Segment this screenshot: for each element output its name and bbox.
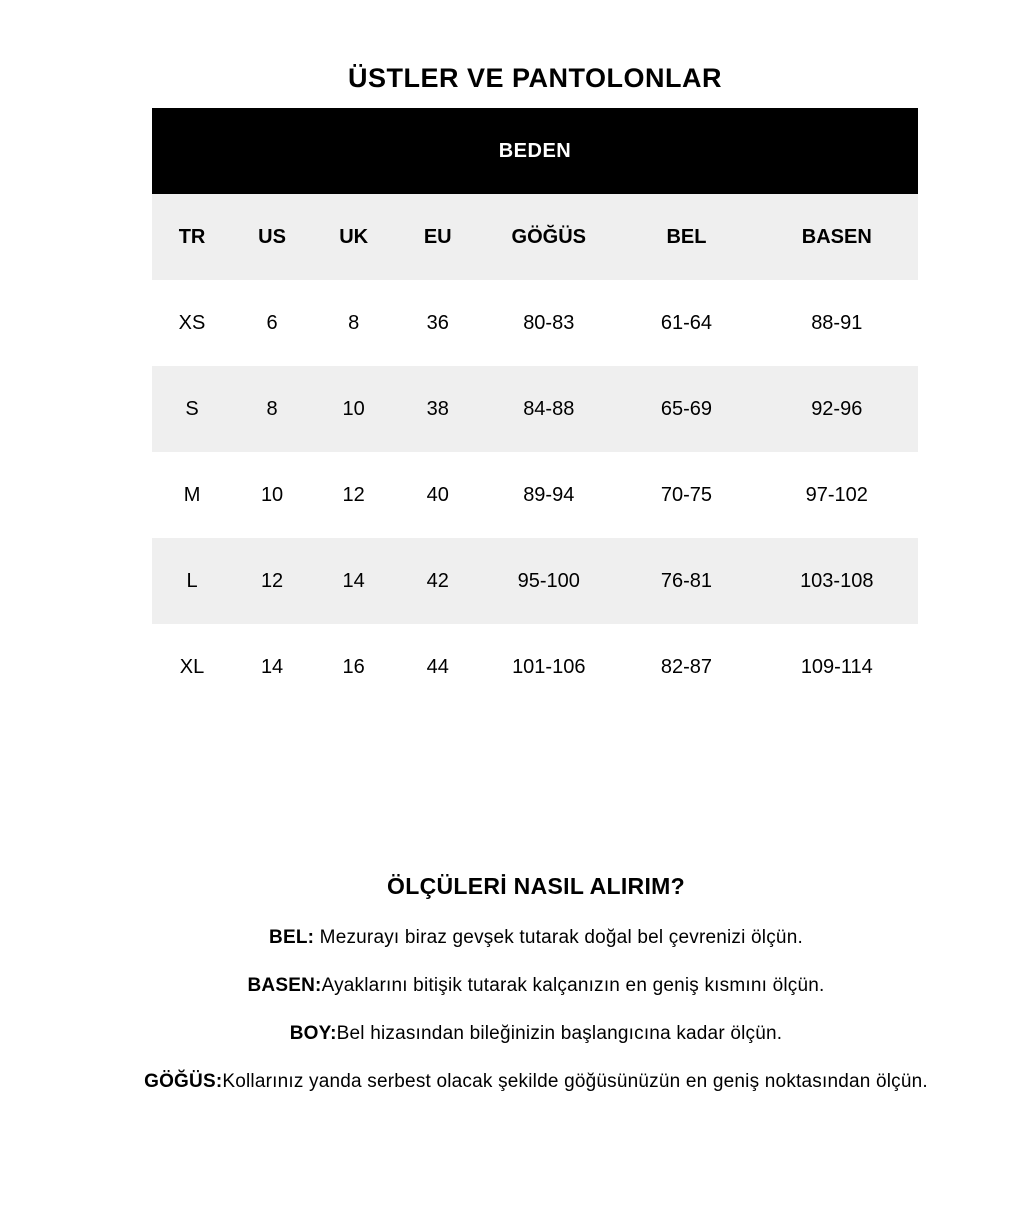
size-cell-s-us: 8 bbox=[266, 398, 278, 420]
size-cell-m-bel: 70-75 bbox=[660, 484, 713, 506]
size-cell-xl-bel: 82-87 bbox=[660, 656, 713, 678]
size-cell-m-basen: 97-102 bbox=[805, 484, 868, 506]
guide-item-gogus bbox=[48, 1070, 1024, 1094]
size-cell-xs-tr: XS bbox=[178, 312, 206, 334]
guide-item-label-basen: BASEN: bbox=[247, 975, 322, 996]
guide-item-label-boy: BOY: bbox=[289, 1023, 337, 1044]
column-header-basen: BASEN bbox=[801, 226, 872, 248]
size-row-m bbox=[152, 452, 918, 538]
column-header-gogus: GÖĞÜS bbox=[511, 226, 586, 248]
size-cell-l-bel: 76-81 bbox=[660, 570, 713, 592]
size-cell-l-tr: L bbox=[186, 570, 198, 592]
size-cell-l-us: 12 bbox=[260, 570, 284, 592]
size-cell-s-eu: 38 bbox=[426, 398, 449, 420]
size-cell-s-uk: 10 bbox=[342, 398, 365, 420]
size-cell-xl-basen: 109-114 bbox=[800, 656, 873, 678]
size-cell-s-basen: 92-96 bbox=[811, 398, 863, 420]
size-table-band-label: BEDEN bbox=[498, 139, 572, 162]
page-title: ÜSTLER VE PANTOLONLAR bbox=[347, 63, 722, 93]
size-table-header-row bbox=[152, 194, 918, 280]
size-cell-xs-bel: 61-64 bbox=[660, 312, 713, 334]
measurement-guide-lines bbox=[48, 926, 1024, 1094]
size-cell-m-us: 10 bbox=[260, 484, 284, 506]
size-cell-l-eu: 42 bbox=[426, 570, 449, 592]
guide-item-text-bel: Mezurayı biraz gevşek tutarak doğal bel çevrenizi ölçün. bbox=[314, 927, 803, 948]
column-header-uk: UK bbox=[339, 226, 369, 248]
size-cell-xs-uk: 8 bbox=[348, 312, 360, 334]
size-cell-l-uk: 14 bbox=[342, 570, 365, 592]
size-cell-l-gogus: 95-100 bbox=[517, 570, 580, 592]
size-cell-s-tr: S bbox=[185, 398, 199, 420]
size-cell-s-gogus: 84-88 bbox=[523, 398, 575, 420]
size-cell-xl-tr: XL bbox=[179, 656, 205, 678]
guide-item-bel bbox=[48, 926, 1024, 950]
size-table-body bbox=[152, 280, 918, 710]
size-cell-l-basen: 103-108 bbox=[800, 570, 874, 592]
size-row-s bbox=[152, 366, 918, 452]
guide-item-text-boy: Bel hizasından bileğinizin başlangıcına kadar ölçün. bbox=[336, 1023, 783, 1044]
column-header-tr: TR bbox=[178, 226, 206, 248]
guide-item-basen bbox=[48, 974, 1024, 998]
size-cell-xs-basen: 88-91 bbox=[811, 312, 863, 334]
size-cell-xl-eu: 44 bbox=[426, 656, 449, 678]
column-header-us: US bbox=[258, 226, 286, 248]
size-cell-s-bel: 65-69 bbox=[660, 398, 713, 420]
guide-item-label-bel: BEL: bbox=[269, 927, 315, 948]
size-cell-m-eu: 40 bbox=[426, 484, 449, 506]
size-cell-xl-us: 14 bbox=[260, 656, 284, 678]
guide-item-boy bbox=[48, 1022, 1024, 1046]
size-table bbox=[152, 108, 918, 710]
size-cell-m-gogus: 89-94 bbox=[523, 484, 575, 506]
column-header-eu: EU bbox=[423, 226, 452, 248]
size-cell-xs-eu: 36 bbox=[426, 312, 449, 334]
size-cell-m-uk: 12 bbox=[342, 484, 365, 506]
guide-item-text-gogus: Kollarınız yanda serbest olacak şekilde göğüsünüzün en geniş noktasından ölçün. bbox=[222, 1071, 928, 1092]
size-cell-m-tr: M bbox=[183, 484, 201, 506]
size-cell-xl-gogus: 101-106 bbox=[512, 656, 586, 678]
size-row-xl bbox=[152, 624, 918, 710]
measurement-guide bbox=[48, 872, 1024, 1094]
size-cell-xs-gogus: 80-83 bbox=[523, 312, 575, 334]
guide-item-text-basen: Ayaklarını bitişik tutarak kalçanızın en geniş kısmını ölçün. bbox=[321, 975, 825, 996]
size-cell-xs-us: 6 bbox=[266, 312, 278, 334]
size-row-l bbox=[152, 538, 918, 624]
size-cell-xl-uk: 16 bbox=[342, 656, 365, 678]
measurement-guide-heading: ÖLÇÜLERİ NASIL ALIRIM? bbox=[387, 873, 685, 899]
column-header-bel: BEL bbox=[666, 226, 707, 248]
size-row-xs bbox=[152, 280, 918, 366]
guide-item-label-gogus: GÖĞÜS: bbox=[144, 1071, 223, 1092]
size-table-band bbox=[152, 108, 918, 194]
